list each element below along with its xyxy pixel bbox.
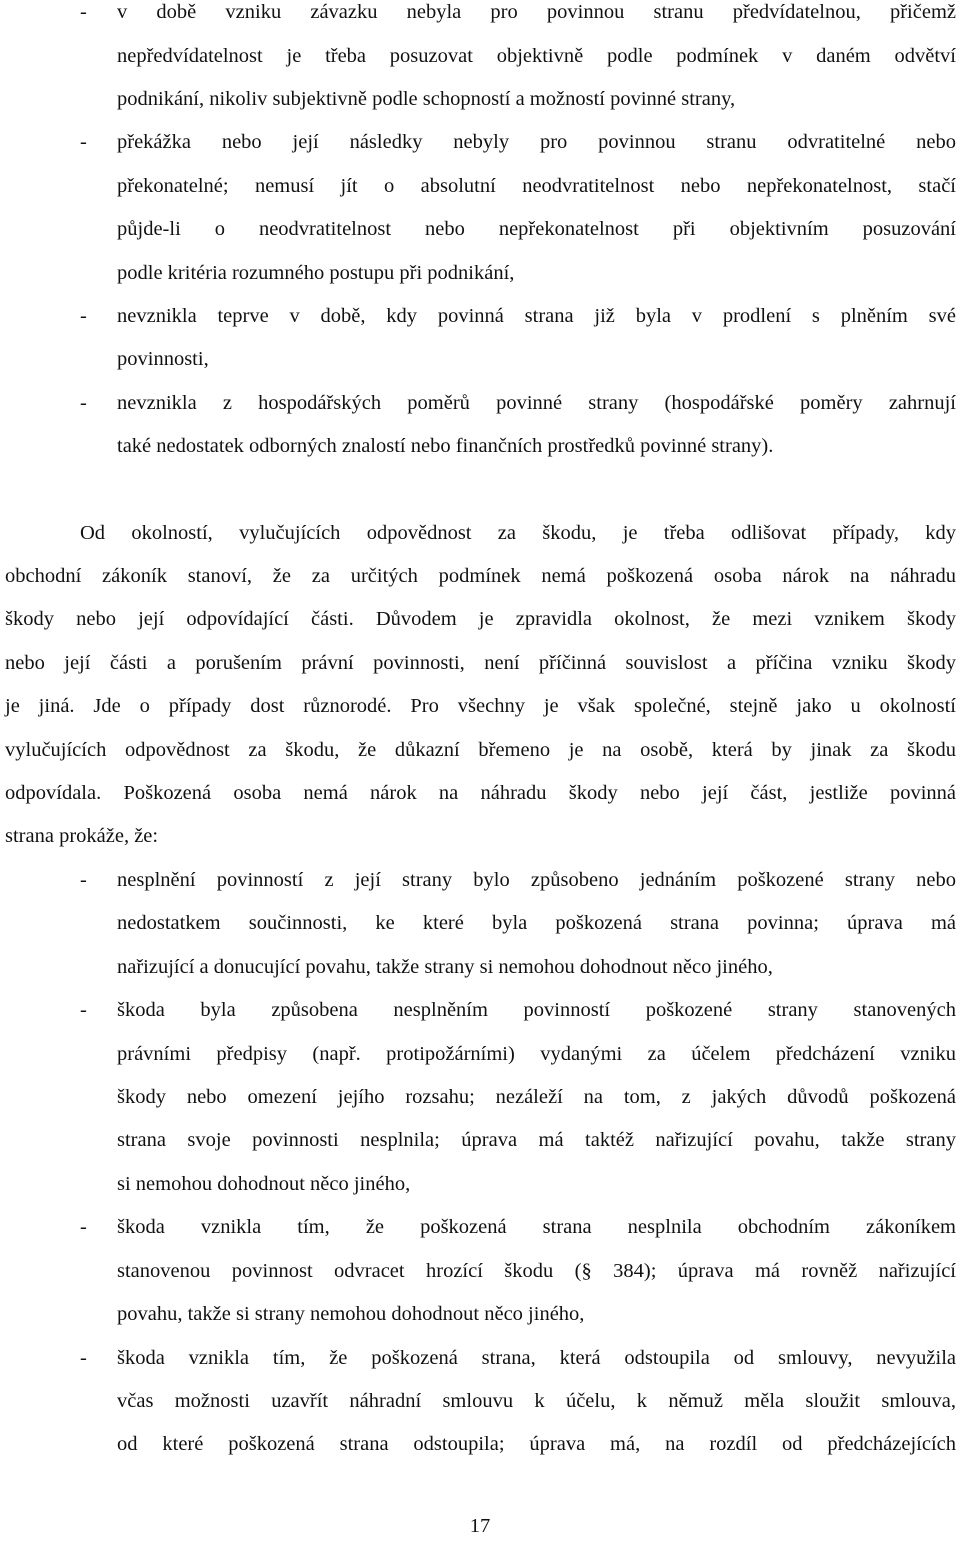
list-dash: - (80, 869, 87, 891)
text-line: strana prokáže, že: (5, 825, 159, 847)
text-line: obchodní zákoník stanoví, že za určitých podmínek nemá poškozená osoba nárok na náhradu (5, 565, 956, 587)
text-line: škoda vznikla tím, že poškozená strana, která odstoupila od smlouvy, nevyužila (117, 1347, 956, 1369)
text-line: odpovídala. Poškozená osoba nemá nárok na náhradu škody nebo její část, jestliže povinná (5, 782, 956, 804)
text-line: povinnosti, (117, 348, 209, 370)
text-line: povahu, takže si strany nemohou dohodnout něco jiného, (117, 1303, 585, 1325)
text-line: škody nebo její odpovídající části. Důvodem je zpravidla okolnost, že mezi vznikem škody (5, 608, 956, 630)
text-line: si nemohou dohodnout něco jiného, (117, 1173, 411, 1195)
text-line: půjde-li o neodvratitelnost nebo nepřekonatelnost při objektivním posuzování (117, 218, 956, 240)
text-line: v době vzniku závazku nebyla pro povinnou stranu předvídatelnou, přičemž (117, 1, 956, 23)
list-dash: - (80, 392, 87, 414)
list-dash: - (80, 1216, 87, 1238)
text-line: právními předpisy (např. protipožárními) vydanými za účelem předcházení vzniku (117, 1043, 956, 1065)
text-line: také nedostatek odborných znalostí nebo finančních prostředků povinné strany). (117, 435, 774, 457)
list-dash: - (80, 999, 87, 1021)
text-line: nevznikla teprve v době, kdy povinná strana již byla v prodlení s plněním své (117, 305, 956, 327)
text-line: škoda byla způsobena nesplněním povinností poškozené strany stanovených (117, 999, 956, 1021)
text-line: od které poškozená strana odstoupila; úprava má, na rozdíl od předcházejících (117, 1433, 956, 1455)
text-line: nedostatkem součinnosti, ke které byla poškozená strana povinna; úprava má (117, 912, 956, 934)
list-dash: - (80, 305, 87, 327)
text-line: stanovenou povinnost odvracet hrozící škodu (§ 384); úprava má rovněž nařizující (117, 1260, 956, 1282)
text-line: podle kritéria rozumného postupu při podnikání, (117, 262, 515, 284)
text-line: škoda vznikla tím, že poškozená strana nesplnila obchodním zákoníkem (117, 1216, 956, 1238)
list-dash: - (80, 131, 87, 153)
text-line: škody nebo omezení jejího rozsahu; nezáleží na tom, z jakých důvodů poškozená (117, 1086, 956, 1108)
list-dash: - (80, 1347, 87, 1369)
list-dash: - (80, 1, 87, 23)
text-line: nesplnění povinností z její strany bylo způsobeno jednáním poškozené strany nebo (117, 869, 956, 891)
text-line: vylučujících odpovědnost za škodu, že důkazní břemeno je na osobě, která by jinak za škodu (5, 739, 956, 761)
text-line: překážka nebo její následky nebyly pro povinnou stranu odvratitelné nebo (117, 131, 956, 153)
text-line: nebo její části a porušením právní povinnosti, není příčinná souvislost a příčina vzniku škody (5, 652, 956, 674)
text-line: nařizující a donucující povahu, takže strany si nemohou dohodnout něco jiného, (117, 956, 773, 978)
text-line: nevznikla z hospodářských poměrů povinné strany (hospodářské poměry zahrnují (117, 392, 956, 414)
text-line: nepředvídatelnost je třeba posuzovat objektivně podle podmínek v daném odvětví (117, 45, 956, 67)
text-line: překonatelné; nemusí jít o absolutní neodvratitelnost nebo nepřekonatelnost, stačí (117, 175, 956, 197)
text-line: podnikání, nikoliv subjektivně podle schopností a možností povinné strany, (117, 88, 736, 110)
text-line: včas možnosti uzavřít náhradní smlouvu k účelu, k němuž měla sloužit smlouva, (117, 1390, 956, 1412)
page-number: 17 (469, 1515, 491, 1537)
text-line: je jiná. Jde o případy dost různorodé. Pro všechny je však společné, stejně jako u okolností (5, 695, 956, 717)
text-line: strana svoje povinnosti nesplnila; úprava má taktéž nařizující povahu, takže strany (117, 1129, 956, 1151)
text-line: Od okolností, vylučujících odpovědnost za škodu, je třeba odlišovat případy, kdy (80, 522, 956, 544)
